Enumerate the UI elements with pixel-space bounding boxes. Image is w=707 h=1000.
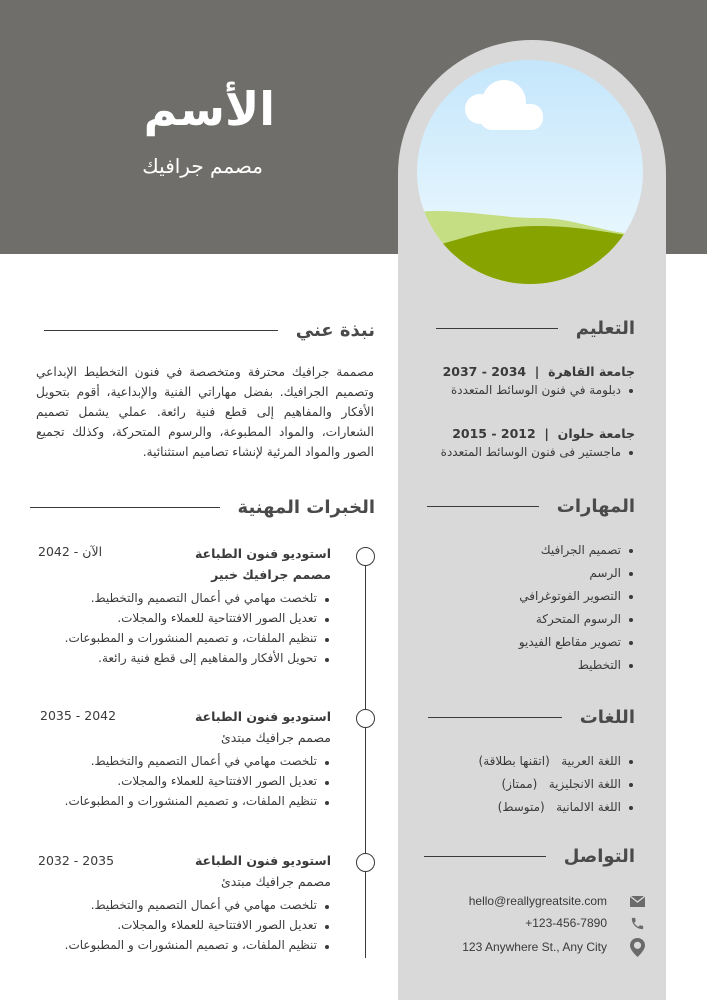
divider — [428, 717, 562, 719]
job-title: مصمم جرافيك مبتدئ — [221, 874, 331, 889]
divider — [44, 330, 278, 332]
contact-section-header — [424, 846, 635, 867]
email-link[interactable]: hello@reallygreatsite.com — [468, 894, 607, 908]
job-bullet: تعديل الصور الافتتاحية للعملاء والمجلات. — [31, 915, 331, 935]
location-pin-icon — [629, 939, 645, 955]
job-bullet: تلخصت مهامي في أعمال التصميم والتخطيط. — [31, 895, 331, 915]
person-role: مصمم جرافيك — [142, 154, 263, 178]
job-bullet: تعديل الصور الافتتاحية للعملاء والمجلات. — [31, 771, 331, 791]
skill-item: الرسوم المتحركة — [519, 608, 635, 631]
timeline-line — [365, 556, 367, 958]
languages-section-header — [428, 707, 635, 728]
job-bullets — [31, 588, 331, 668]
education-title: التعليم — [575, 318, 635, 339]
job-bullet: تنظيم الملفات، و تصميم المنشورات و المطبوعات. — [31, 628, 331, 648]
about-section-header — [44, 320, 375, 341]
timeline-dot — [356, 709, 375, 728]
education-entry — [385, 426, 635, 464]
job-title: مصمم جرافيك خبير — [211, 567, 331, 582]
divider — [30, 507, 220, 509]
education-detail: ماجستير فى فنون الوسائط المتعددة — [385, 441, 635, 464]
education-heading: جامعة القاهرة | 2034 - 2037 — [442, 364, 635, 379]
education-heading: جامعة حلوان | 2012 - 2015 — [452, 426, 635, 441]
language-item: اللغة العربية (اتقنها بطلاقة) — [479, 750, 635, 773]
education-details — [385, 441, 635, 464]
education-detail: دبلومة في فنون الوسائط المتعددة — [385, 379, 635, 402]
divider — [424, 856, 546, 858]
address-text: 123 Anywhere St., Any City — [462, 940, 607, 954]
person-name: الأسم — [143, 82, 275, 136]
skills-list — [519, 539, 635, 677]
job-bullets — [31, 751, 331, 811]
job-bullet: تنظيم الملفات، و تصميم المنشورات و المطبوعات. — [31, 791, 331, 811]
job-entry — [31, 546, 331, 668]
job-bullet: تلخصت مهامي في أعمال التصميم والتخطيط. — [31, 588, 331, 608]
job-company: استوديو فنون الطباعة — [194, 546, 331, 561]
divider — [436, 328, 558, 330]
skill-item: الرسم — [519, 562, 635, 585]
skill-item: تصوير مقاطع الفيديو — [519, 631, 635, 654]
contact-title: التواصل — [563, 846, 635, 867]
job-entry — [31, 853, 331, 955]
contact-address — [462, 939, 645, 955]
job-bullet: تنظيم الملفات، و تصميم المنشورات و المطبوعات. — [31, 935, 331, 955]
experience-title: الخبرات المهنية — [237, 497, 375, 518]
contact-email — [469, 893, 645, 909]
job-date: 2035 - 2042 — [40, 708, 117, 723]
phone-icon — [629, 915, 645, 931]
phone-number[interactable]: +123-456-7890 — [525, 916, 607, 930]
job-company: استوديو فنون الطباعة — [194, 853, 331, 868]
timeline-dot — [356, 853, 375, 872]
divider — [427, 506, 539, 508]
job-date: 2032 - 2035 — [38, 853, 115, 868]
languages-title: اللغات — [579, 707, 635, 728]
education-details — [385, 379, 635, 402]
job-title: مصمم جرافيك مبتدئ — [221, 730, 331, 745]
job-entry — [31, 709, 331, 811]
languages-list — [479, 750, 635, 819]
profile-photo-placeholder — [417, 60, 643, 284]
envelope-icon — [629, 893, 645, 909]
job-bullet: تحويل الأفكار والمفاهيم إلى قطع فنية رائعة. — [31, 648, 331, 668]
landscape-image-icon — [417, 60, 643, 284]
about-title: نبذة عني — [295, 320, 375, 341]
timeline-dot — [356, 547, 375, 566]
skill-item: التصوير الفوتوغرافي — [519, 585, 635, 608]
education-entry — [385, 364, 635, 402]
experience-section-header — [30, 497, 375, 518]
job-bullet: تعديل الصور الافتتاحية للعملاء والمجلات. — [31, 608, 331, 628]
skills-title: المهارات — [556, 496, 635, 517]
skills-section-header — [427, 496, 635, 517]
job-bullet: تلخصت مهامي في أعمال التصميم والتخطيط. — [31, 751, 331, 771]
skill-item: تصميم الجرافيك — [519, 539, 635, 562]
about-text: مصممة جرافيك محترفة ومتخصصة في فنون التخطيط الإبداعي وتصميم الجرافيك. بفضل مهاراتي الفنية والإبداعية، أقوم بتحويل الأفكار والمفاهيم إلى قطع فنية رائعة. عملي يشمل تصميم الشعارات، والمواد المطبوعة، والرسوم المتحركة، وكذلك تجميع الصور والمواد المرئية لإنشاء تصاميم استثنائية. — [36, 365, 374, 459]
skill-item: التخطيط — [519, 654, 635, 677]
job-bullets — [31, 895, 331, 955]
job-date: 2042 - الآن — [38, 544, 103, 559]
language-item: اللغة الالمانية (متوسط) — [479, 796, 635, 819]
contact-phone — [525, 915, 645, 931]
language-item: اللغة الانجليزية (ممتاز) — [479, 773, 635, 796]
education-section-header — [436, 318, 635, 339]
job-company: استوديو فنون الطباعة — [194, 709, 331, 724]
